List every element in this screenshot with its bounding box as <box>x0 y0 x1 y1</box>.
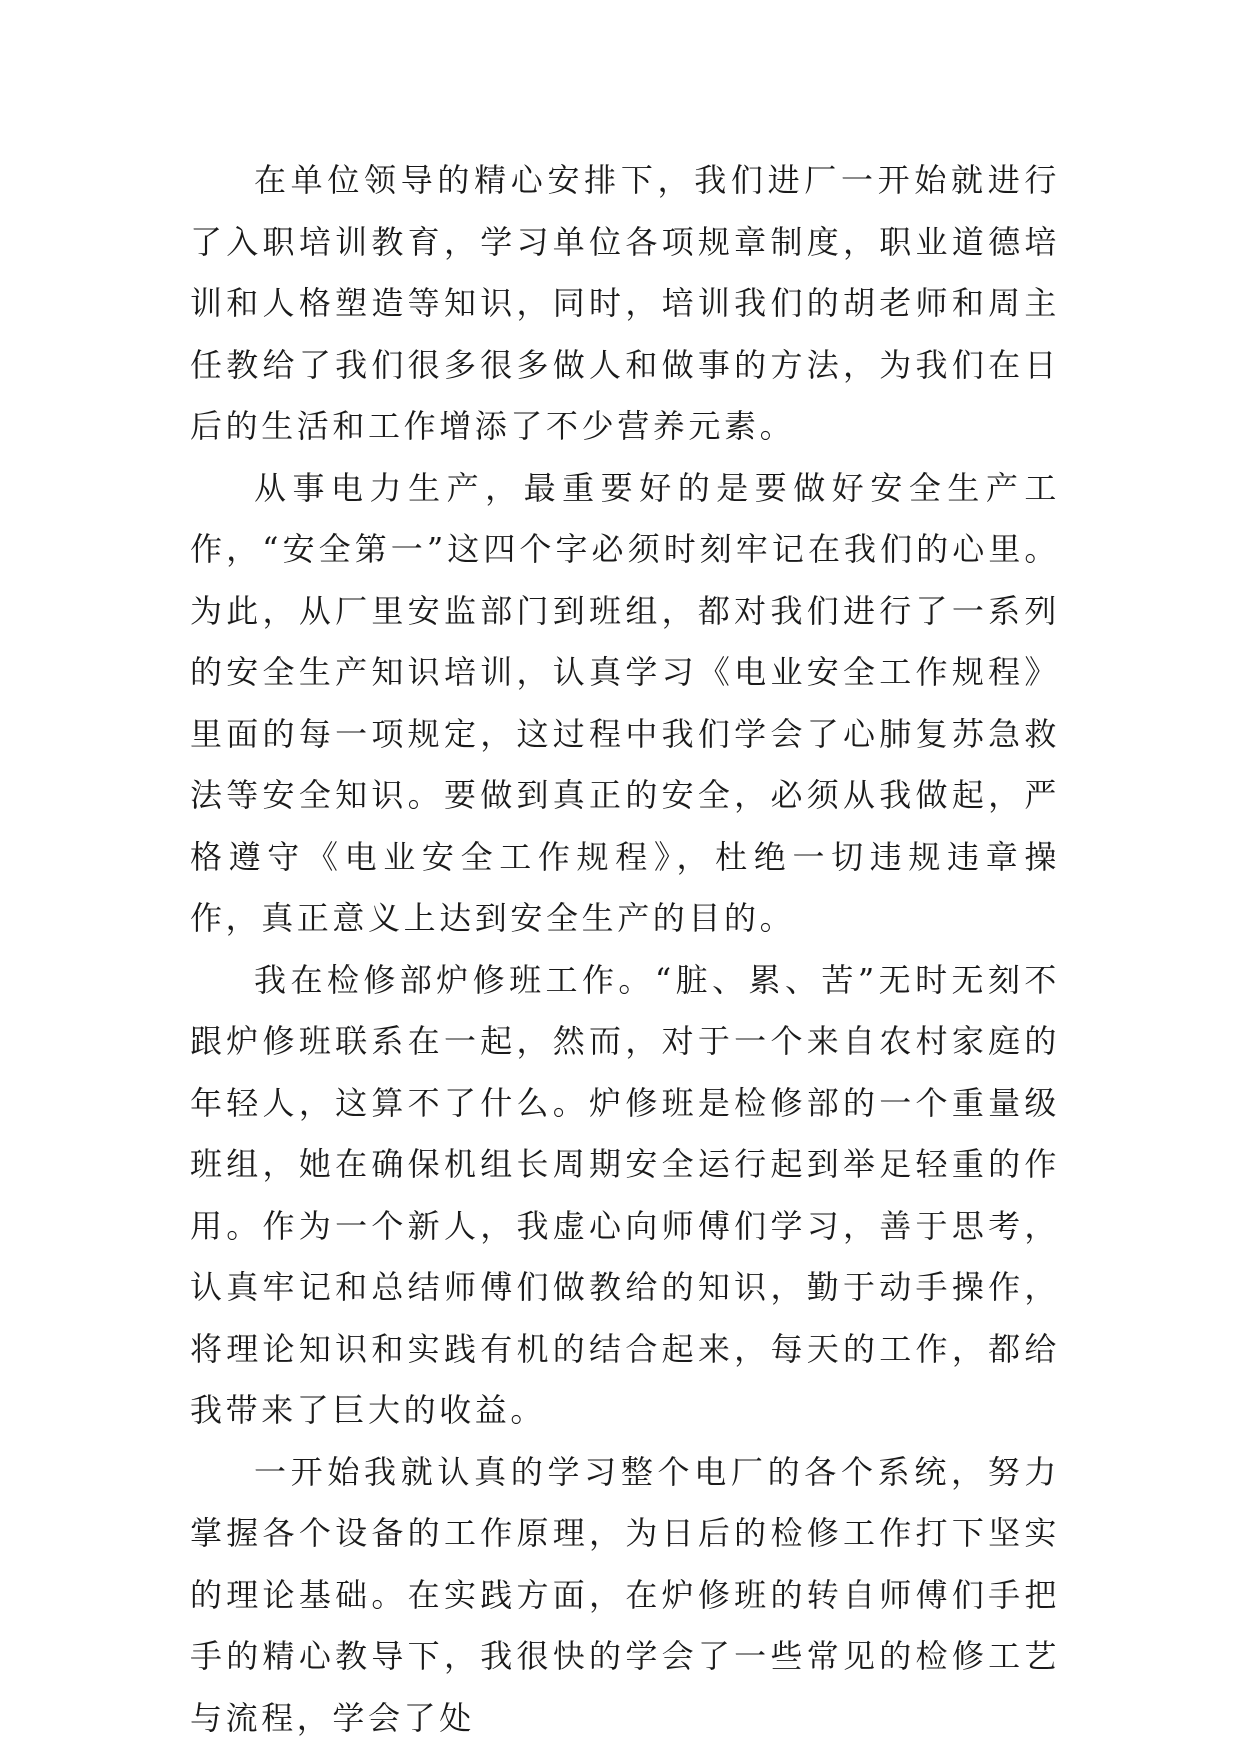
paragraph-safety-production: 从事电力生产，最重要好的是要做好安全生产工作，“安全第一”这四个字必须时刻牢记在我们的心里。为此，从厂里安监部门到班组，都对我们进行了一系列的安全生产知识培训，认真学习《电业安全工作规程》里面的每一项规定，这过程中我们学会了心肺复苏急救法等安全知识。要做到真正的安全，必须从我做起，严格遵守《电业安全工作规程》，杜绝一切违规违章操作，真正意义上达到安全生产的目的。 <box>190 468 1060 937</box>
document-body <box>190 150 1060 1749</box>
paragraph-onboarding-training: 在单位领导的精心安排下，我们进厂一开始就进行了入职培训教育，学习单位各项规章制度，职业道德培训和人格塑造等知识，同时，培训我们的胡老师和周主任教给了我们很多很多做人和做事的方法，为我们在日后的生活和工作增添了不少营养元素。 <box>190 161 1060 445</box>
paragraph-learning-systems: 一开始我就认真的学习整个电厂的各个系统，努力掌握各个设备的工作原理，为日后的检修工作打下坚实的理论基础。在实践方面，在炉修班的转自师傅们手把手的精心教导下，我很快的学会了一些常见的检修工艺与流程，学会了处 <box>190 1452 1060 1737</box>
paragraph-boiler-maintenance-team: 我在检修部炉修班工作。“脏、累、苦”无时无刻不跟炉修班联系在一起，然而，对于一个来自农村家庭的年轻人，这算不了什么。炉修班是检修部的一个重量级班组，她在确保机组长周期安全运行起到举足轻重的作用。作为一个新人，我虚心向师傅们学习，善于思考，认真牢记和总结师傅们做教给的知识，勤于动手操作，将理论知识和实践有机的结合起来，每天的工作，都给我带来了巨大的收益。 <box>190 960 1060 1429</box>
